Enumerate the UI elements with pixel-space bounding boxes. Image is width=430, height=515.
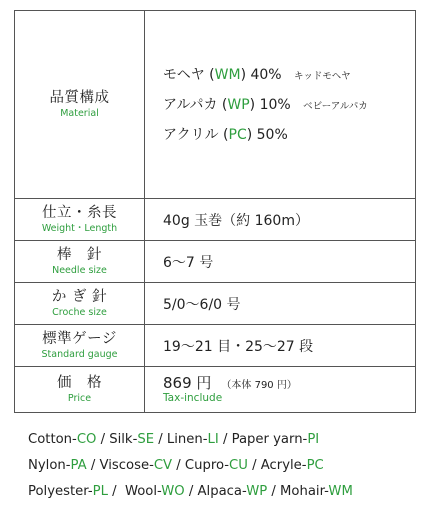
needle-size-row (15, 241, 416, 283)
weight-length-label-cell (15, 199, 145, 241)
croche-size-label-en: Croche size (52, 306, 107, 318)
material-code: WP (227, 96, 250, 113)
material-note: ベビーアルパカ (303, 100, 368, 112)
legend-line-1 (28, 427, 420, 453)
price-label-en: Price (67, 392, 92, 404)
legend-item: Mohair-WM (280, 484, 353, 499)
legend-item: Nylon-PA / (28, 458, 100, 473)
price-tax-note: Tax-include (163, 391, 223, 404)
material-line-post: ) 50% (246, 126, 288, 143)
needle-size-label-en: Needle size (52, 264, 107, 276)
legend-line-2 (28, 453, 420, 479)
material-line-post: ) 10% (249, 96, 291, 113)
legend-item: Linen-LI / (166, 432, 232, 447)
price-value: 869 円 (163, 373, 212, 392)
material-row (15, 11, 416, 199)
gauge-label: 標準ゲージ (42, 330, 117, 347)
material-line-acrylic (163, 121, 415, 149)
price-label-cell (15, 367, 145, 413)
weight-length-label-en: Weight・Length (41, 222, 118, 234)
legend-item: Cupro-CU / (184, 458, 261, 473)
needle-size-value: 6〜7 号 (145, 241, 416, 283)
price-note: （本体 790 円） (221, 379, 297, 391)
material-label-en: Material (60, 107, 99, 119)
material-line-pre: アルパカ ( (163, 96, 228, 113)
weight-length-label: 仕立・糸長 (42, 204, 117, 221)
material-line-pre: モヘヤ ( (163, 66, 215, 83)
croche-size-label-cell (15, 283, 145, 325)
legend-item: Acryle-PC (260, 458, 324, 473)
weight-length-value: 40g 玉巻（約 160m） (145, 199, 416, 241)
fiber-code-legend (28, 427, 420, 505)
legend-item: Cotton-CO / (28, 432, 110, 447)
price-label: 価 格 (57, 374, 102, 391)
legend-item: Viscose-CV / (99, 458, 185, 473)
croche-size-row (15, 283, 416, 325)
gauge-label-cell (15, 325, 145, 367)
material-line-pre: アクリル ( (163, 126, 229, 143)
needle-size-label-cell (15, 241, 145, 283)
weight-length-row (15, 199, 416, 241)
needle-size-label: 棒 針 (57, 246, 102, 263)
legend-line-3 (28, 479, 420, 505)
material-line-mohair (163, 61, 415, 91)
material-code: PC (228, 126, 247, 143)
gauge-row (15, 325, 416, 367)
croche-size-value: 5/0〜6/0 号 (145, 283, 416, 325)
spec-table (14, 10, 416, 413)
material-line-alpaca (163, 91, 415, 121)
price-row (15, 367, 416, 413)
legend-item: Alpaca-WP / (197, 484, 281, 499)
material-value-cell (145, 11, 416, 199)
material-label: 品質構成 (49, 89, 110, 106)
material-code: WM (214, 66, 241, 83)
croche-size-label: か ぎ 針 (51, 288, 108, 305)
legend-item: Paper yarn-PI (231, 432, 320, 447)
price-value-cell (145, 367, 416, 413)
legend-item: Silk-SE / (109, 432, 167, 447)
gauge-label-en: Standard gauge (41, 348, 118, 360)
gauge-value: 19〜21 目・25〜27 段 (145, 325, 416, 367)
legend-item: Polyester-PL / (28, 484, 125, 499)
material-note: キッドモヘヤ (294, 70, 351, 82)
material-label-cell (15, 11, 145, 199)
legend-item: Wool-WO / (124, 484, 198, 499)
material-line-post: ) 40% (240, 66, 282, 83)
